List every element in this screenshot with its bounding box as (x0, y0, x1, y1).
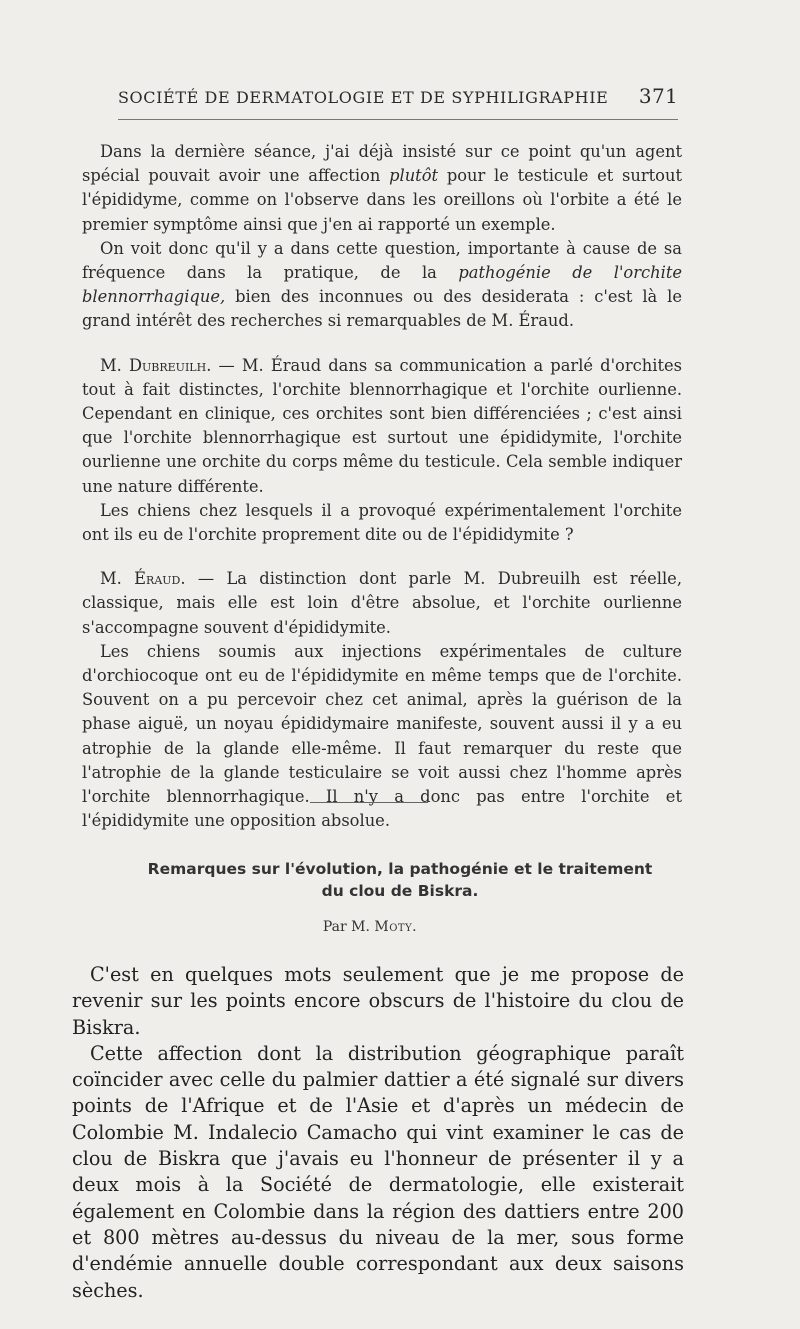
article-title-line: Remarques sur l'évolution, la pathogénie et le traitement (147, 860, 653, 878)
text-run: pour le testicule et surtout l'épididyme, comme on l'observe dans les oreillons où l'orbite a été le premier symptôme ainsi que j'en ai rapporté un exemple. (82, 166, 682, 234)
paragraph (82, 140, 682, 237)
paragraph (82, 237, 682, 334)
emphasis-text: plutôt (389, 166, 439, 186)
text-run: On voit donc qu'il y a dans cette question, importante à cause de sa fréquence dans la pratique, de la (82, 238, 682, 283)
section-divider (310, 802, 428, 803)
page-number: 371 (638, 84, 678, 108)
speaker-name: M. Dubreuilh. (100, 355, 212, 375)
article-byline (0, 919, 740, 935)
paragraph: Les chiens chez lesquels il a provoqué expérimentalement l'orchite ont ils eu de l'orchite proprement dite ou de l'épididymite ? (82, 500, 682, 545)
header-rule (118, 119, 678, 120)
paragraph: Les chiens soumis aux injections expérimentales de culture d'orchiocoque ont eu de l'épididymite en même temps que de l'orchite. Souvent on a pu percevoir chez cet animal, après la guérison de la phase aiguë, un noyau épididymaire manifeste, souvent aussi il y a eu atrophie de la glande elle-même. Il faut remarquer du reste que l'atrophie de la glande testiculaire se voit aussi chez l'homme après l'orchite blennorrhagique. Il n'y a donc pas entre l'orchite et l'épididymite une opposition absolue. (82, 641, 682, 831)
article-title (90, 858, 710, 902)
paragraph: Cette affection dont la distribution géographique paraît coïncider avec celle du palmier dattier a été signalé sur divers points de l'Afrique et de l'Asie et d'après un médecin de Colombie M. Indalecio Camacho qui vint examiner le cas de clou de Biskra que j'avais eu l'honneur de présenter il y a deux mois à la Société de dermatologie, elle existerait également en Colombie dans la région des dattiers entre 200 et 800 mètres au-dessus du niveau de la mer, sous forme d'endémie annuelle double correspondant aux deux saisons sèches. (72, 1041, 684, 1302)
paragraph (82, 354, 682, 499)
text-run: bien des inconnues ou des desiderata : c'est là le grand intérêt des recherches si remarquables de M. Éraud. (82, 287, 682, 331)
speaker-name: M. Éraud. (100, 569, 186, 589)
paragraph: C'est en quelques mots seulement que je me propose de revenir sur les points encore obscurs de l'histoire du clou de Biskra. (72, 963, 684, 1039)
article-body (72, 962, 684, 1304)
text-run: Dans la dernière séance, j'ai déjà insisté sur ce point qu'un agent spécial pouvait avoir une affection (82, 142, 682, 186)
paragraph (82, 567, 682, 640)
article-title-line: du clou de Biskra. (321, 882, 479, 900)
discussion-text (82, 140, 682, 833)
emphasis-text: pathogénie de l'orchite blennorrhagique, (82, 263, 683, 307)
author-name: Moty. (374, 919, 418, 935)
text-run: — La distinction dont parle M. Dubreuilh est réelle, classique, mais elle est loin d'être absolue, et l'orchite ourlienne s'accompagne souvent d'épididymite. (82, 569, 682, 637)
text-run: — M. Éraud dans sa communication a parlé d'orchites tout à fait distinctes, l'orchite blennorrhagique et l'orchite ourlienne. Cependant en clinique, ces orchites sont bien différenciées ; c'est ainsi que l'orchite blennorrhagique est surtout une épididymite, l'orchite ourlienne une orchite du corps même du testicule. Cela semble indiquer une nature différente. (82, 355, 682, 496)
running-title: SOCIÉTÉ DE DERMATOLOGIE ET DE SYPHILIGRAPHIE (118, 88, 609, 107)
running-header (118, 84, 678, 108)
byline-prefix: Par M. (322, 919, 375, 935)
